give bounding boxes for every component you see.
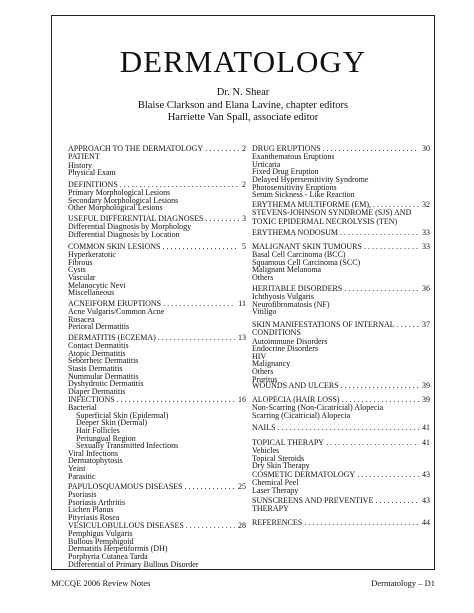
toc-subentry: Differential Diagnosis by Morphology: [68, 222, 192, 232]
toc-subentry: Urticaria: [252, 159, 281, 169]
toc-leader-dots: [324, 439, 419, 447]
toc-subentry: Porphyria Cutanea Tarda: [68, 552, 148, 562]
toc-subentry: Periungual Region: [76, 433, 136, 443]
footer-right: Dermatology – D1: [371, 578, 435, 588]
toc-heading: COSMETIC DERMATOLOGY: [252, 470, 356, 479]
toc-leader-dots: [362, 243, 419, 251]
toc-section: [68, 300, 246, 331]
toc-subentry: Contact Dermatitis: [68, 341, 129, 351]
toc-page-number: 41: [422, 438, 430, 447]
toc-subentry: Scarring (Cicatricial) Alopecia: [252, 410, 351, 420]
toc-subentry: Differential Diagnosis by Location: [68, 229, 180, 239]
toc-page-number: 11: [238, 299, 246, 308]
toc-subentry: Delayed Hypersensitivity Syndrome: [252, 175, 369, 185]
toc-page-number: 33: [422, 228, 430, 237]
toc-heading: ERYTHEMA NODOSUM: [252, 228, 339, 237]
toc-subentry: Hyperkeratotic: [68, 250, 116, 260]
toc-leader-dots: [373, 497, 419, 505]
toc-heading-continued: CONDITIONS: [252, 328, 301, 338]
toc-subentry: Bacterial: [68, 403, 97, 413]
toc-heading: ACNEIFORM ERUPTIONS: [68, 299, 162, 308]
toc-page-number: 13: [238, 333, 246, 342]
toc-subentry: Seborrheic Dermatitis: [68, 356, 139, 366]
toc-heading: APPROACH TO THE DERMATOLOGY: [68, 144, 204, 153]
toc-section: [68, 396, 246, 480]
toc-page-number: 33: [422, 242, 430, 251]
toc-section: [252, 285, 430, 316]
toc-section: [68, 522, 246, 568]
toc-page-number: 16: [238, 395, 246, 404]
toc-subentry: Vascular: [68, 273, 96, 283]
toc-subentry: Basal Cell Carcinoma (BCC): [252, 250, 346, 260]
toc-section: [252, 145, 430, 199]
toc-leader-dots: [203, 215, 239, 223]
toc-leader-dots: [355, 471, 419, 479]
toc-section: [68, 243, 246, 297]
toc-heading: DEFINITIONS: [68, 180, 118, 189]
toc-subentry: Yeast: [68, 464, 86, 474]
toc-leader-dots: [338, 229, 419, 237]
toc-subentry: Fixed Drug Eruption: [252, 167, 319, 177]
toc-subentry: Melanocytic Nevi: [68, 280, 126, 290]
toc-subentry: Secondary Morphological Lesions: [68, 195, 179, 205]
toc-section: [252, 396, 430, 419]
chapter-editors-line: Blaise Clarkson and Elana Lavine, chapter editors: [137, 99, 349, 111]
toc-subentry: Pemphigus Vulgaris: [68, 529, 133, 539]
toc-subentry: Other Morphological Lesions: [68, 203, 163, 213]
toc-subentry: Lichen Planus: [68, 505, 114, 515]
toc-heading: VESICULOBULLOUS DISEASES: [68, 521, 184, 530]
toc-subentry: Chemical Peel: [252, 478, 299, 488]
toc-section: [252, 229, 430, 237]
toc-page-number: 5: [242, 242, 246, 251]
toc-page-number: 25: [238, 482, 246, 491]
toc-section: [252, 321, 430, 383]
toc-subentry: Rosacea: [68, 314, 95, 324]
toc-page-number: 39: [422, 395, 430, 404]
toc-subentry: Diaper Dermatitis: [68, 386, 126, 396]
toc-heading: SUNSCREENS AND PREVENTIVE: [252, 496, 374, 505]
toc-leader-dots: [339, 382, 419, 390]
toc-subentry: Fibrous: [68, 257, 93, 267]
toc-subentry: Malignant Melanoma: [252, 265, 322, 275]
toc-heading: USEFUL DIFFERENTIAL DIAGNOSES: [68, 214, 204, 223]
toc-subentry: Squamous Cell Carcinoma (SCC): [252, 257, 361, 267]
toc-subentry: Topical Steroids: [252, 453, 305, 463]
toc-page-number: 2: [242, 144, 246, 153]
toc-subentry: Pruritus: [252, 374, 278, 384]
toc-subentry: Nummular Dermatitis: [68, 371, 139, 381]
toc-subentry: Dermatitis Herpetiformis (DH): [68, 544, 168, 554]
toc-heading-continued: PATIENT: [68, 152, 100, 162]
toc-subentry: Dry Skin Therapy: [252, 461, 310, 471]
toc-leader-dots: [276, 424, 419, 432]
toc-leader-dots: [302, 519, 419, 527]
toc-entry: [252, 424, 430, 432]
toc-subentry: Deeper Skin (Dermal): [76, 418, 148, 428]
toc-section: [68, 181, 246, 212]
toc-heading: NAILS: [252, 423, 276, 432]
toc-subentry: Vitiligo: [252, 307, 277, 317]
footer-left: MCCQE 2006 Review Notes: [51, 578, 151, 588]
toc-page-number: 28: [238, 521, 246, 530]
toc-subentry: Others: [252, 273, 274, 283]
toc-section: [252, 439, 430, 470]
toc-subentry: Sexually Transmitted Infections: [76, 441, 179, 451]
toc-section: [252, 382, 430, 390]
toc-page-number: 43: [422, 496, 430, 505]
toc-entry: [252, 519, 430, 527]
toc-subentry: Pityriasis Rosea: [68, 513, 120, 523]
toc-heading: COMMON SKIN LESIONS: [68, 242, 161, 251]
toc-heading: INFECTIONS: [68, 395, 115, 404]
toc-subentry: Malignancy: [252, 359, 291, 369]
toc-heading: DERMATITIS (ECZEMA): [68, 333, 156, 342]
toc-page-number: 44: [422, 518, 430, 527]
associate-editor-line: Harriette Van Spall, associate editor: [167, 112, 319, 123]
toc-section: [68, 334, 246, 395]
toc-page-number: 36: [422, 284, 430, 293]
toc-heading-continued: THERAPY: [252, 504, 289, 514]
toc-subentry: Hair Follicles: [76, 426, 120, 436]
toc-heading: MALIGNANT SKIN TUMOURS: [252, 242, 362, 251]
toc-section: [252, 471, 430, 494]
toc-subentry: Non-Scarring (Non-Cicatricial) Alopecia: [252, 403, 384, 413]
toc-leader-dots: [183, 483, 235, 491]
toc-leader-dots: [161, 300, 235, 308]
toc-page-number: 43: [422, 470, 430, 479]
toc-subentry: Photosensitivity Eruptions: [252, 182, 337, 192]
toc-section: [68, 145, 246, 177]
toc-subentry: Primary Morphological Lesions: [68, 188, 171, 198]
toc-heading-continued: STEVENS-JOHNSON SYNDROME (SJS) AND: [252, 208, 412, 218]
toc-leader-dots: [115, 396, 235, 404]
toc-leader-dots: [395, 321, 419, 329]
toc-heading: ALOPECIA (HAIR LOSS): [252, 395, 340, 404]
toc-subentry: Ichthyosis Vulgaris: [252, 292, 314, 302]
toc-subentry: Vehicles: [252, 446, 280, 456]
toc-heading: DRUG ERUPTIONS: [252, 144, 321, 153]
toc-subentry: Physical Exam: [68, 168, 116, 178]
author-line: Dr. N. Shear: [216, 87, 270, 98]
toc-subentry: Serum Sickness - Like Reaction: [252, 190, 355, 200]
toc-subentry: Acne Vulgaris/Common Acne: [68, 307, 165, 317]
toc-section: [252, 497, 430, 514]
toc-subentry: Stasis Dermatitis: [68, 364, 123, 374]
toc-subentry: Parasitic: [68, 471, 96, 481]
toc-page-number: 32: [422, 200, 430, 209]
toc-subentry: Laser Therapy: [252, 485, 299, 495]
toc-heading: ERYTHEMA MULTIFORME (EM),: [252, 200, 372, 209]
toc-section: [252, 424, 430, 432]
toc-subentry: Perioral Dermatitis: [68, 322, 130, 332]
toc-subentry: Dyshydrotic Dermatitis: [68, 379, 144, 389]
toc-subentry: Dermatophytosis: [68, 456, 123, 466]
toc-heading: HERITABLE DISORDERS: [252, 284, 343, 293]
toc-subentry: Neurofibromatosis (NF): [252, 299, 330, 309]
toc-subentry: Others: [252, 366, 274, 376]
toc-subentry: Bullous Pemphigoid: [68, 536, 134, 546]
toc-subentry: Endocrine Disorders: [252, 344, 318, 354]
toc-leader-dots: [184, 522, 235, 530]
toc-subentry: Superficial Skin (Epidermal): [76, 410, 169, 420]
toc-page-number: 39: [422, 381, 430, 390]
toc-heading-continued: TOXIC EPIDERMAL NECROLYSIS (TEN): [252, 216, 398, 226]
toc-page-number: 30: [422, 144, 430, 153]
toc-heading: REFERENCES: [252, 518, 303, 527]
toc-entry: [252, 382, 430, 390]
page-title: DERMATOLOGY: [119, 44, 367, 79]
toc-section: [68, 215, 246, 238]
toc-heading: PAPULOSQUAMOUS DISEASES: [68, 482, 183, 491]
toc-subentry: Autoimmune Disorders: [252, 336, 328, 346]
byline: [51, 87, 435, 125]
toc-entry: [252, 229, 430, 237]
toc-page-number: 3: [242, 214, 246, 223]
toc-heading: TOPICAL THERAPY: [252, 438, 325, 447]
toc-page-number: 2: [242, 180, 246, 189]
toc-leader-dots: [160, 243, 239, 251]
toc-section: [252, 243, 430, 282]
toc-subentry: Viral Infections: [68, 448, 118, 458]
toc-leader-dots: [321, 145, 419, 153]
toc-subentry: Psoriasis: [68, 490, 97, 500]
toc-section: [252, 519, 430, 527]
toc-leader-dots: [156, 334, 235, 342]
toc-subentry: Psoriasis Arthritis: [68, 497, 126, 507]
toc-heading: WOUNDS AND ULCERS: [252, 381, 339, 390]
toc-page-number: 41: [422, 423, 430, 432]
toc-page-number: 37: [422, 320, 430, 329]
toc-subentry: HIV: [252, 351, 267, 361]
toc-leader-dots: [203, 145, 239, 153]
toc-subentry: Differential of Primary Bullous Disorder: [68, 559, 199, 569]
toc-section: [68, 483, 246, 522]
toc-subentry: Miscellaneous: [68, 288, 115, 298]
toc-heading: SKIN MANIFESTATIONS OF INTERNAL: [252, 320, 395, 329]
toc-subentry: Exanthematous Eruptions: [252, 152, 335, 162]
toc-subentry: Cysts: [68, 265, 86, 275]
toc-subentry: Atopic Dermatitis: [68, 348, 126, 358]
toc-subentry: History: [68, 160, 92, 170]
toc-section: [252, 201, 430, 226]
toc-leader-dots: [342, 285, 419, 293]
